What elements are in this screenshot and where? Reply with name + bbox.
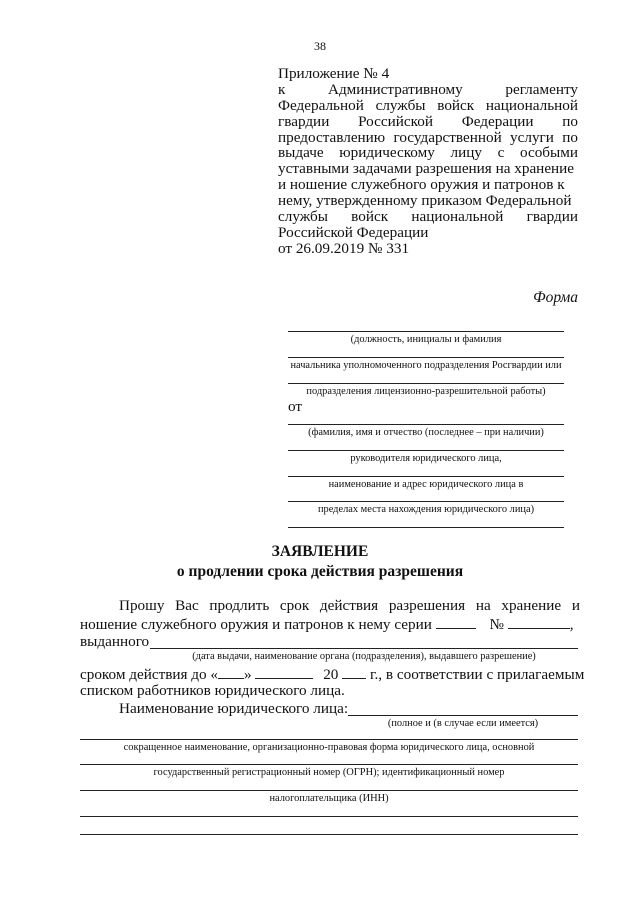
appendix-line (278, 225, 578, 241)
appendix-line (278, 98, 578, 114)
appendix-word: национальной (485, 96, 578, 114)
org-name-label: Наименование юридического лица: (119, 700, 349, 717)
appendix-word: регламенту (505, 80, 578, 98)
appendix-line (278, 193, 578, 209)
body-line-2 (80, 615, 574, 633)
org-line-1[interactable] (80, 739, 578, 740)
appendix-date: от 26.09.2019 № 331 (278, 239, 410, 257)
org-line-3[interactable] (80, 790, 578, 791)
appendix-word: особыми (519, 144, 578, 162)
appendix-word: лицу (450, 144, 482, 162)
org-line-2[interactable] (80, 764, 578, 765)
statement-subtitle: о продлении срока действия разрешения (176, 563, 464, 580)
org-caption-1: (полное и (в случае если имеется) (387, 718, 539, 729)
term-quote-close: » (244, 666, 252, 683)
appendix-line (278, 145, 578, 161)
appendix-word: Российской (358, 112, 433, 130)
org-address-line[interactable] (288, 501, 564, 502)
unit-line[interactable] (288, 383, 564, 384)
appendix-line (278, 209, 578, 225)
org-caption-2: сокращенное наименование, организационно-правовая форма юридического лица, основной (123, 742, 535, 753)
appendix-line (278, 82, 578, 98)
from-label: от (288, 398, 303, 415)
term-year: 20 (323, 666, 339, 683)
appendix-word: с (497, 144, 505, 162)
body-word: и (571, 597, 580, 614)
appendix-word: уставными задачами разрешения на хранение (278, 160, 575, 178)
page-number: 38 (314, 39, 326, 53)
appendix-word: Административному (327, 80, 463, 98)
head-line[interactable] (288, 357, 564, 358)
term-year-field[interactable] (342, 665, 366, 679)
comma: , (569, 616, 574, 633)
appendix-word: нему, утвержденному приказом Федеральной (278, 192, 572, 210)
list-line: списком работников юридического лица. (80, 682, 345, 699)
appendix-word: услуги (510, 128, 554, 146)
addressee-caption-5: руководителя юридического лица, (350, 453, 502, 464)
body-word: действия (319, 597, 379, 614)
appendix-word: Российской Федерации (278, 223, 429, 241)
appendix-word: предоставлению (278, 128, 386, 146)
body-word: на (475, 597, 491, 614)
appendix-word: к (278, 80, 286, 98)
addressee-caption-3: подразделения лицензионно-разрешительной работы) (306, 386, 546, 397)
org-name-field[interactable] (348, 715, 578, 716)
form-label: Форма (533, 289, 578, 306)
issued-caption: (дата выдачи, наименование органа (подразделения), выдавшего разрешение) (192, 651, 536, 662)
term-prefix: сроком действия до « (80, 666, 219, 683)
appendix-line (278, 177, 578, 193)
body-word: разрешения (388, 597, 466, 614)
body-line-1 (119, 597, 580, 614)
appendix-word: национальной (411, 208, 504, 226)
org-line-5[interactable] (80, 834, 578, 835)
appendix-word: войск (437, 96, 475, 114)
position-line[interactable] (288, 331, 564, 332)
term-line (80, 665, 584, 683)
series-text: ношение служебного оружия и патронов к нему серии (80, 616, 432, 633)
addressee-caption-4: (фамилия, имя и отчество (последнее – при наличии) (308, 427, 544, 438)
appendix-word: Федеральной (278, 96, 364, 114)
org-line-4[interactable] (80, 816, 578, 817)
term-month-field[interactable] (255, 665, 313, 679)
body-word: Вас (175, 597, 199, 614)
appendix-line (278, 130, 578, 146)
addressee-caption-7: пределах места нахождения юридического лица) (317, 504, 535, 515)
addressee-caption-6: наименование и адрес юридического лица в (328, 479, 524, 490)
appendix-line (278, 161, 578, 177)
appendix-line (278, 114, 578, 130)
appendix-word: юридическому (339, 144, 435, 162)
org-name-line[interactable] (288, 476, 564, 477)
addressee-caption-1: (должность, инициалы и фамилия (350, 334, 502, 345)
appendix-word: по (562, 128, 578, 146)
body-word: продлить (209, 597, 270, 614)
body-word: Прошу (119, 597, 165, 614)
appendix-word: службы (375, 96, 426, 114)
number-sign: № (489, 616, 504, 633)
applicant-name-line[interactable] (288, 424, 564, 425)
appendix-word: гвардии (526, 208, 578, 226)
appendix-word: и ношение служебного оружия и патронов к (278, 176, 565, 194)
appendix-title: Приложение № 4 (278, 65, 390, 82)
body-word: срок (279, 597, 310, 614)
body-word: хранение (501, 597, 562, 614)
appendix-text (278, 82, 578, 241)
term-suffix: г., в соответствии с прилагаемым (369, 666, 585, 683)
appendix-word: службы (278, 208, 328, 226)
appendix-word: выдаче (278, 144, 324, 162)
issued-label: выданного (80, 633, 150, 650)
series-field[interactable] (436, 615, 476, 629)
appendix-header (278, 66, 578, 257)
appendix-word: государственной (393, 128, 502, 146)
manager-line[interactable] (288, 450, 564, 451)
term-day-field[interactable] (218, 665, 244, 679)
appendix-word: войск (351, 208, 389, 226)
appendix-word: гвардии (278, 112, 330, 130)
org-caption-3: государственный регистрационный номер (ОГРН); идентификационный номер (153, 767, 505, 778)
number-field[interactable] (508, 615, 570, 629)
issued-line[interactable] (150, 648, 578, 649)
appendix-word: Федерации (461, 112, 534, 130)
extra-line[interactable] (288, 527, 564, 528)
org-caption-4: налогоплательщика (ИНН) (269, 793, 389, 804)
addressee-caption-2: начальника уполномоченного подразделения Росгвардии или (290, 360, 562, 371)
appendix-word: по (562, 112, 578, 130)
statement-title: ЗАЯВЛЕНИЕ (271, 543, 369, 560)
